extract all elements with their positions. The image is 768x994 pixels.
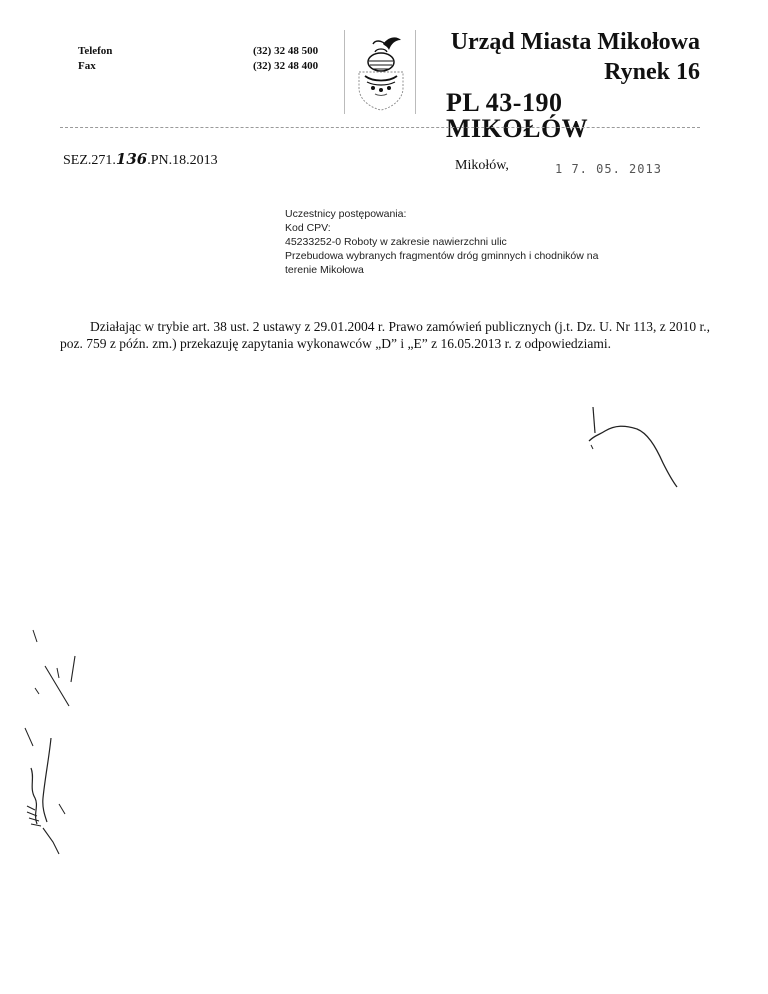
reference-suffix: .PN.18.2013 [147,153,218,168]
letterhead-divider [60,127,700,128]
date-stamp: 1 7. 05. 2013 [555,162,662,176]
reference-handwritten-number: 136 [115,150,148,168]
handwritten-signature [15,628,95,858]
recipients-block [285,207,598,277]
crest-frame [344,30,416,114]
phone-label: Telefon [78,45,113,57]
reference-number [63,150,218,169]
recipients-line: terenie Mikołowa [285,264,364,276]
phone-number: (32) 32 48 500 [253,45,319,57]
recipients-line: Kod CPV: [285,222,331,234]
office-postal-city: PL 43-190 MIKOŁÓW [446,88,589,143]
office-name: Urząd Miasta Mikołowa [450,29,700,55]
office-address [420,30,700,142]
reference-prefix: SEZ.271. [63,153,116,168]
body-paragraph [60,318,710,352]
recipients-line: Uczestnicy postępowania: [285,208,407,220]
recipients-line: Przebudowa wybranych fragmentów dróg gminnych i chodników na [285,250,599,262]
body-paragraph-text: Działając w trybie art. 38 ust. 2 ustawy z 29.01.2004 r. Prawo zamówień publicznych (j.t. Dz. U. Nr 113, z 2010 r., poz. 759 z późn. zm.) przekazuję zapytania wykonawców „D” i „E” z 16.05.2013 r. z odpowiedziami. [60,319,710,351]
mikolow-coat-of-arms-icon [345,30,415,114]
office-street: Rynek 16 [604,59,700,85]
fax-number: (32) 32 48 400 [253,60,319,72]
place-city: Mikołów, [455,158,509,173]
fax-label: Fax [78,60,96,72]
signature-mark-top [585,405,685,495]
recipients-line: 45233252-0 Roboty w zakresie nawierzchni ulic [285,236,507,248]
